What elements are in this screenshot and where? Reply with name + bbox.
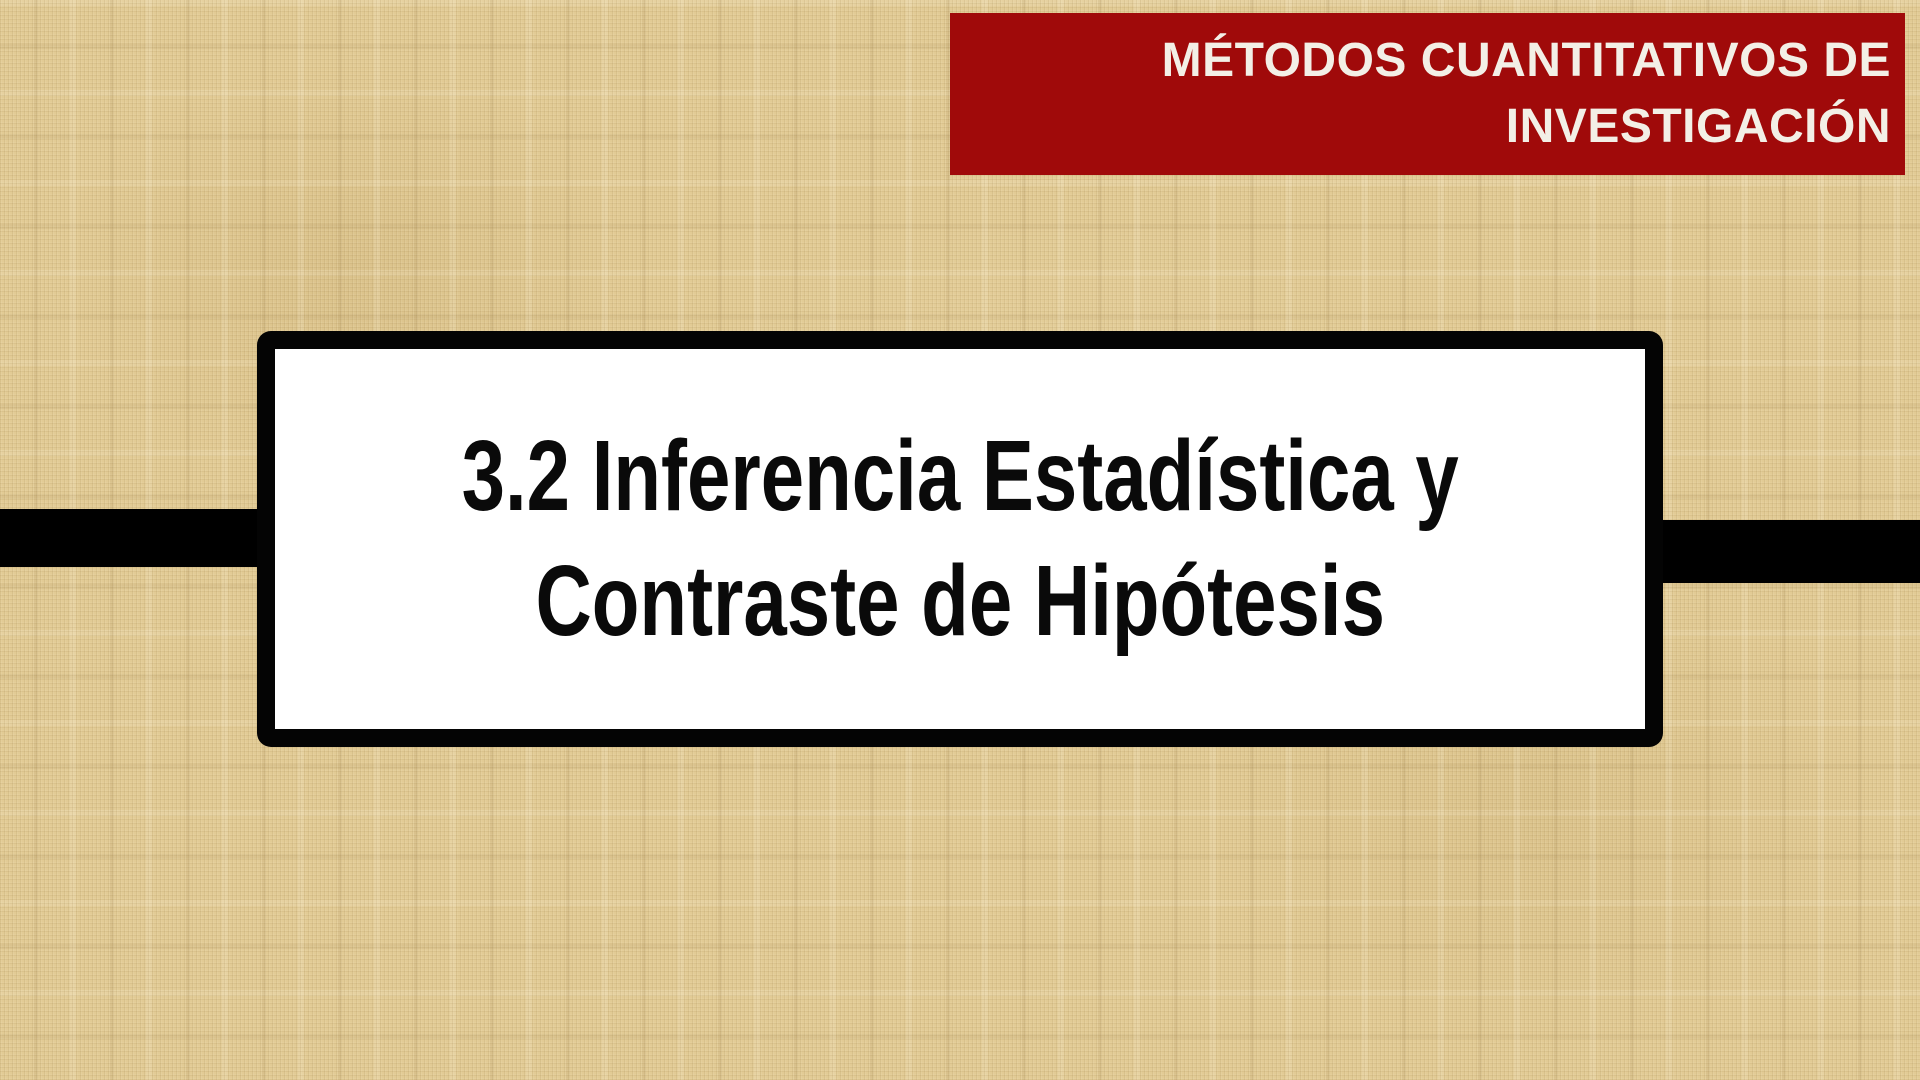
title-box [257, 331, 1663, 747]
accent-bar-right [1661, 520, 1920, 583]
slide-title [321, 414, 1599, 664]
course-banner [950, 13, 1905, 175]
course-banner-line1: MÉTODOS CUANTITATIVOS DE [1161, 34, 1891, 87]
slide-title-line1: 3.2 Inferencia Estadística y [461, 420, 1459, 532]
accent-bar-left [0, 509, 259, 567]
slide-title-line2: Contraste de Hipótesis [535, 545, 1385, 657]
course-banner-line2: INVESTIGACIÓN [1505, 100, 1891, 153]
